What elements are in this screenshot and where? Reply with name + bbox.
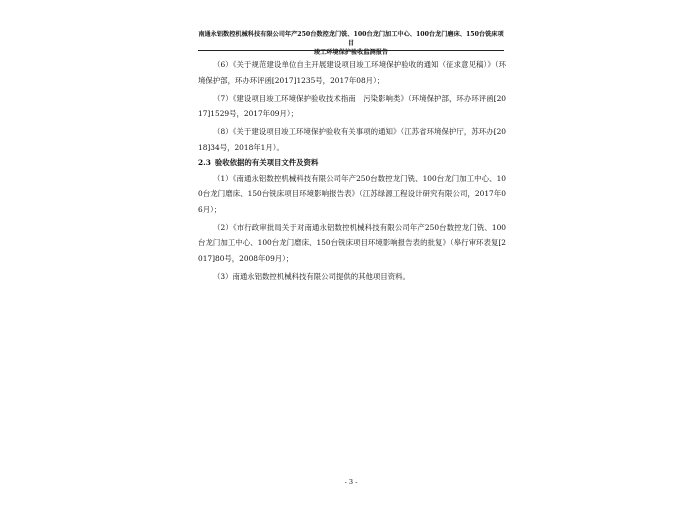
section-title: 验收依据的有关项目文件及资料 [214,158,319,167]
reference-item-8: （8）《关于建设项目竣工环境保护验收有关事项的通知》（江苏省环境保护厅，苏环办[2018]34号，2018年1月）。 [198,127,506,152]
project-doc-1: （1）《南通永铝数控机械科技有限公司年产250台数控龙门铣、100台龙门加工中心、100台龙门磨床、150台铣床项目环境影响报告表》（江苏绿源工程设计研究有限公司，2017年06月）； [198,173,506,214]
section-number: 2.3 [198,158,211,167]
header-divider [198,50,504,51]
header-title-line1: 南通永铝数控机械科技有限公司年产250台数控龙门铣、100台龙门加工中心、100台龙门磨床、150台铣床项目 [198,31,504,47]
document-body [198,57,506,284]
header-title-line2: 竣工环境保护验收监测报告 [313,49,389,56]
page-number: - 3 - [344,478,358,486]
section-heading [198,155,506,171]
project-doc-3: （3）南通永铝数控机械科技有限公司提供的其他项目资料。 [213,271,410,281]
project-doc-2: （2）《市行政审批局关于对南通永铝数控机械科技有限公司年产250台数控龙门铣、100台龙门加工中心、100台龙门磨床、150台铣床项目环境影响报告表的批复》（皋行审环表复[2017]80号，2008年09月）； [198,222,506,263]
page-header [198,30,504,57]
reference-item-7: （7）《建设项目竣工环境保护验收技术指南 污染影响类》（环境保护部，环办环评函[2017]1529号，2017年09月）； [198,93,506,118]
reference-item-6: （6）《关于规范建设单位自主开展建设项目竣工环境保护验收的通知（征求意见稿）》（环境保护部，环办环评函[2017]1235号，2017年08月）； [198,60,506,85]
